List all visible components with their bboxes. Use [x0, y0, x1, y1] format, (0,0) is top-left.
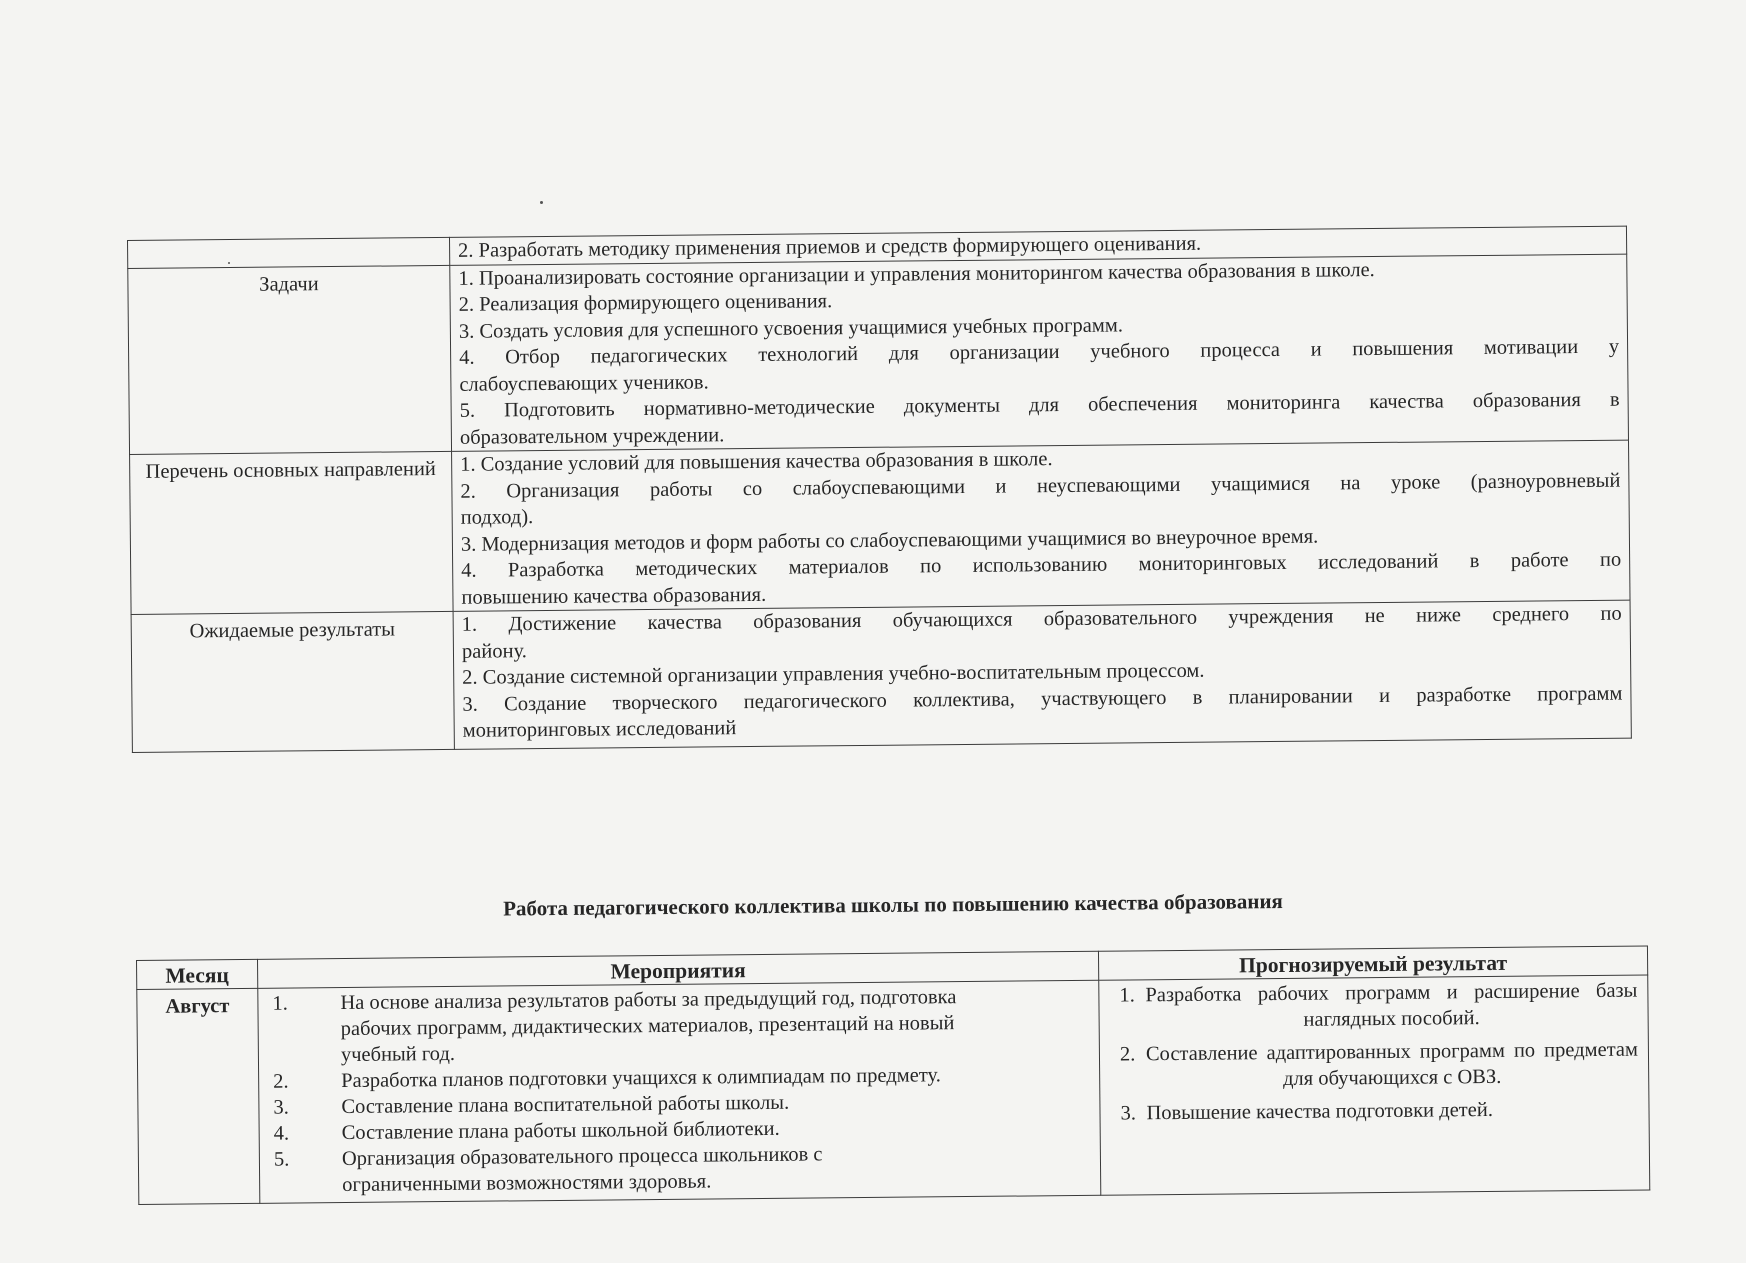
- section-title: Работа педагогического коллектива школы по повышению качества образования: [503, 889, 1283, 921]
- list-line: повышению качества образования.: [461, 583, 767, 609]
- column-header-events: Мероприятия: [257, 951, 1098, 988]
- result-cell: [1099, 975, 1650, 1195]
- item-text: Составление плана работы школьной библиотеки.: [341, 1117, 780, 1145]
- item-number: 3.: [273, 1096, 289, 1119]
- results-list: [1119, 978, 1638, 1127]
- row-label-tasks: Задачи: [128, 265, 452, 455]
- goal-continuation-text: 2. Разработать методику применения приемов и средств формирующего оценивания.: [458, 232, 1202, 262]
- list-line: 3. Модернизация методов и форм работы со слабоуспевающими учащимися во внеурочное время.: [460, 525, 1319, 556]
- list-line: району.: [461, 639, 527, 663]
- list-line: образовательном учреждении.: [459, 423, 725, 449]
- events-list: [272, 983, 1090, 1199]
- list-line: слабоуспевающих учеников.: [459, 370, 709, 396]
- table-row: [131, 600, 1631, 752]
- row-label-expected-results: Ожидаемые результаты: [131, 611, 454, 752]
- month-cell: Август: [137, 988, 260, 1204]
- item-text: На основе анализа результатов работы за предыдущий год, подготовка рабочих программ, дидактических материалов, презентаций на новый учебный год.: [340, 986, 957, 1067]
- item-number: 5.: [273, 1148, 290, 1171]
- item-text: Повышение качества подготовки детей.: [1146, 1098, 1493, 1125]
- events-cell: [258, 980, 1101, 1203]
- program-passport-table: [127, 226, 1632, 753]
- row-label-directions: Перечень основных направлений: [130, 451, 454, 614]
- item-number: 1.: [272, 992, 288, 1015]
- item-number: 1.: [1119, 984, 1135, 1007]
- list-line: 2. Организация работы со слабоуспевающими и неуспевающими учащимися на уроке (разноуровневый: [460, 469, 1621, 503]
- item-text: Составление плана воспитательной работы школы.: [341, 1091, 790, 1119]
- list-line: подход).: [460, 506, 534, 529]
- list-item: [1120, 1096, 1638, 1127]
- list-line: 5. Подготовить нормативно-методические документы для обеспечения мониторинга качества образования в: [459, 388, 1620, 422]
- item-number: 2.: [273, 1070, 289, 1093]
- expected-results-cell: [453, 600, 1631, 749]
- list-line: мониторинговых исследований: [462, 717, 737, 742]
- item-number: 3.: [1120, 1102, 1136, 1125]
- table-row: [130, 440, 1630, 614]
- item-text: Составление адаптированных программ по предметам для обучающихся с ОВЗ.: [1145, 1038, 1639, 1090]
- work-plan-table: [136, 945, 1650, 1205]
- list-line: 1. Создание условий для повышения качества образования в школе.: [460, 448, 1053, 476]
- scan-speck: [540, 201, 543, 204]
- item-number: 2.: [1119, 1043, 1136, 1066]
- item-text: Разработка планов подготовки учащихся к олимпиадам по предмету.: [341, 1064, 941, 1093]
- list-line: 1. Достижение качества образования обучающихся образовательного учреждения не ниже среднего по: [461, 602, 1622, 636]
- list-line: 2. Создание системной организации управления учебно-воспитательным процессом.: [462, 659, 1205, 689]
- item-text: Разработка рабочих программ и расширение базы наглядных пособий.: [1145, 979, 1638, 1031]
- item-number: 4.: [273, 1122, 290, 1145]
- list-line: 2. Реализация формирующего оценивания.: [458, 290, 833, 316]
- list-line: 3. Создать условия для успешного усвоения учащимися учебных программ.: [458, 313, 1123, 343]
- list-line: 1. Проанализировать состояние организации и управления мониторингом качества образования в школе.: [458, 258, 1375, 290]
- item-text: Организация образовательного процесса школьников с ограниченными возможностями здоровья.: [341, 1143, 823, 1197]
- column-header-result: Прогнозируемый результат: [1098, 946, 1647, 980]
- list-item: [274, 1139, 1090, 1199]
- column-header-month: Месяц: [137, 959, 258, 989]
- list-line: 4. Отбор педагогических технологий для организации учебного процесса и повышения мотивации у: [459, 335, 1620, 369]
- list-item: [1119, 978, 1637, 1035]
- tasks-cell: [450, 254, 1629, 452]
- list-line: 3. Создание творческого педагогического коллектива, участвующего в планировании и разработке программ: [462, 682, 1623, 716]
- empty-label-cell: [128, 237, 450, 268]
- table-row: [128, 254, 1629, 455]
- list-item: [1120, 1037, 1638, 1094]
- list-item: [272, 983, 1089, 1069]
- directions-cell: [452, 440, 1630, 611]
- table-row: [137, 975, 1650, 1204]
- list-line: 4. Разработка методических материалов по использованию мониторинговых исследований в работе по: [461, 548, 1622, 582]
